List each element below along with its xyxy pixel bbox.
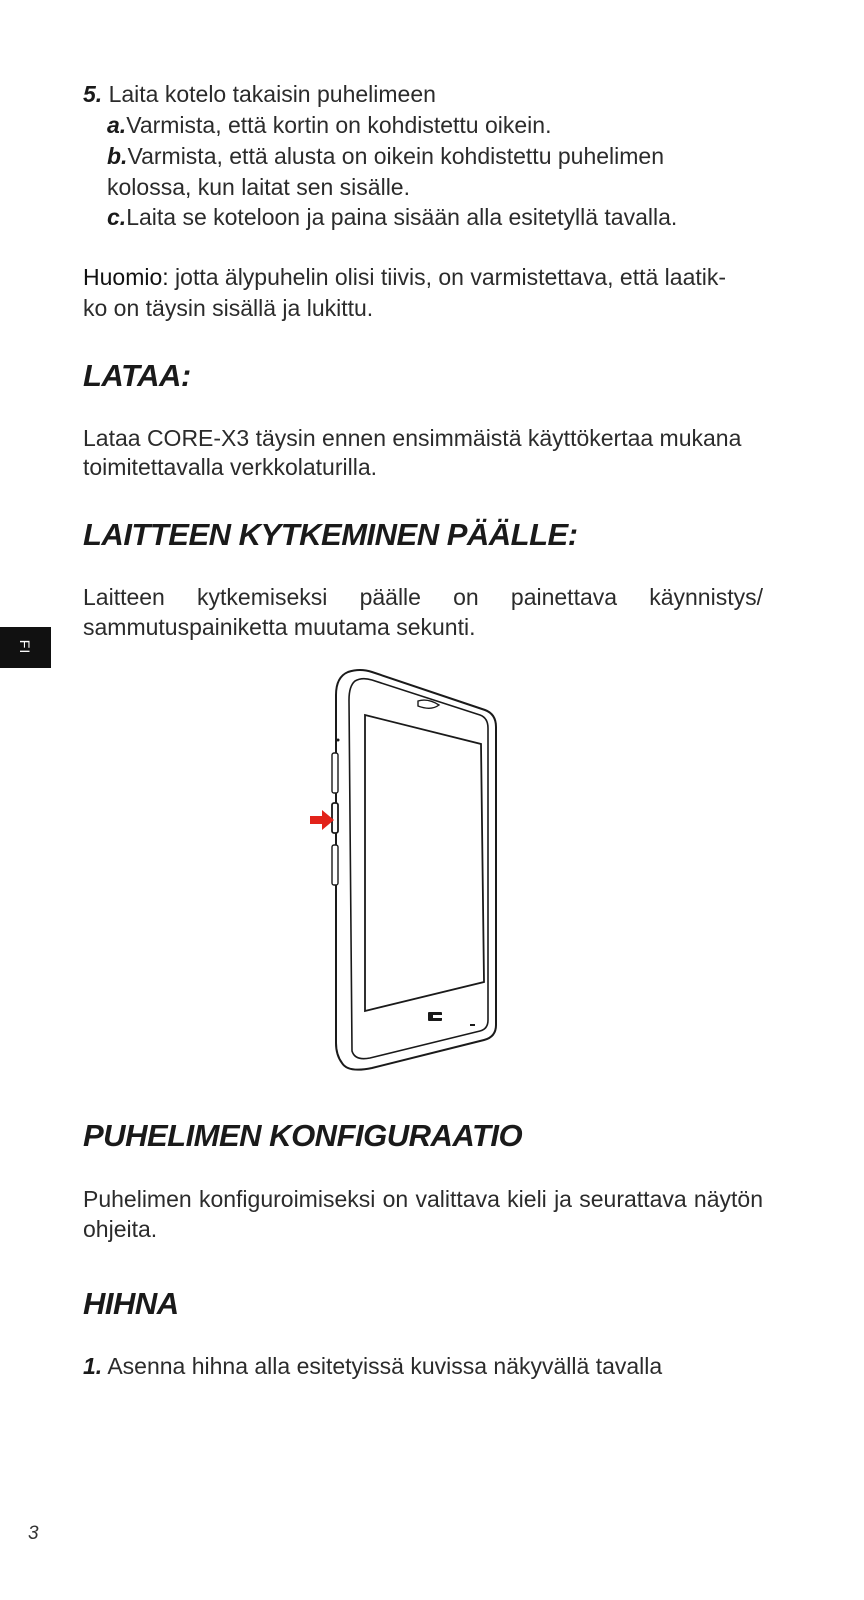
step-5b-text-line1: Varmista, että alusta on oikein kohdistettu puhelimen [127, 143, 664, 169]
charge-heading: LATAA: [83, 358, 191, 393]
step-5a-label: a. [107, 112, 127, 138]
strap-step-number: 1. [83, 1353, 103, 1379]
note-text-line2: ko on täysin sisällä ja lukittu. [83, 295, 374, 321]
strap-heading: HIHNA [83, 1286, 179, 1321]
red-arrow-icon [310, 810, 334, 830]
strap-step-1 [83, 1351, 662, 1382]
language-tab-label: FI [17, 639, 33, 655]
step-5a-text: Varmista, että kortin on kohdistettu oikein. [126, 112, 552, 138]
step-5c-text: Laita se koteloon ja paina sisään alla esitetyllä tavalla. [126, 204, 678, 230]
charge-body: Lataa CORE-X3 täysin ennen ensimmäistä käyttökertaa mukana toimitettavalla verkkolaturilla. [83, 425, 742, 480]
page-number: 3 [28, 1523, 39, 1544]
step-5a [107, 110, 551, 141]
note-line1 [83, 262, 726, 293]
power-on-body: Laitteen kytkemiseksi päälle on painettava käynnistys/ sammutuspainiketta muutama sekunti. [83, 584, 763, 640]
step-5b-text-line2: kolossa, kun laitat sen sisälle. [107, 174, 410, 200]
note-text-line1: jotta älypuhelin olisi tiivis, on varmistettava, että laatik- [168, 264, 727, 290]
phone-power-button-illustration [300, 665, 510, 1075]
step-5-text: Laita kotelo takaisin puhelimeen [108, 81, 436, 107]
step-5c-label: c. [107, 204, 127, 230]
note-label: Huomio: [83, 264, 169, 290]
configuration-heading: PUHELIMEN KONFIGURAATIO [83, 1118, 523, 1153]
strap-step-text: Asenna hihna alla esitetyissä kuvissa näkyvällä tavalla [107, 1353, 663, 1379]
step-5-number: 5. [83, 81, 103, 107]
step-5b-label: b. [107, 143, 128, 169]
language-tab [0, 627, 51, 668]
step-5b [107, 141, 664, 172]
step-5 [83, 79, 436, 110]
step-5c [107, 202, 677, 233]
power-on-heading: LAITTEEN KYTKEMINEN PÄÄLLE: [83, 517, 578, 552]
note-line2 [83, 293, 373, 324]
configuration-body: Puhelimen konfiguroimiseksi on valittava kieli ja seurattava näytön ohjeita. [83, 1186, 763, 1242]
step-5b-cont [107, 172, 410, 203]
